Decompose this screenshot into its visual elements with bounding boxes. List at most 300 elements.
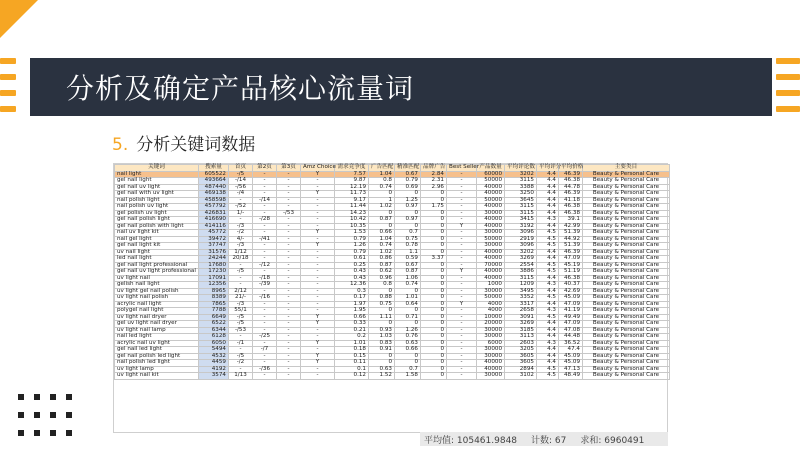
table-cell[interactable]: 0 <box>421 353 447 360</box>
column-header[interactable]: 平均评论数 <box>505 165 537 172</box>
table-cell[interactable]: 1 <box>369 197 395 204</box>
table-cell[interactable]: - <box>447 340 477 347</box>
table-cell[interactable]: 0 <box>369 288 395 295</box>
table-cell[interactable]: 1.25 <box>395 197 421 204</box>
table-cell[interactable]: Beauty & Personal Care <box>583 243 670 250</box>
table-cell[interactable]: - <box>277 184 301 191</box>
table-cell[interactable]: 0.91 <box>369 347 395 354</box>
table-cell[interactable]: 4.4 <box>537 204 559 211</box>
table-cell[interactable]: 46.39 <box>559 171 583 178</box>
table-cell[interactable]: - <box>301 223 335 230</box>
keyword-cell[interactable]: gel nail polish led light <box>115 353 199 360</box>
table-cell[interactable]: 0.61 <box>335 256 369 263</box>
table-cell[interactable]: 0 <box>421 243 447 250</box>
table-cell[interactable]: - <box>301 217 335 224</box>
table-cell[interactable]: - <box>301 366 335 373</box>
table-cell[interactable]: - <box>447 327 477 334</box>
table-cell[interactable]: 0 <box>421 347 447 354</box>
table-cell[interactable]: Beauty & Personal Care <box>583 366 670 373</box>
table-cell[interactable]: 50000 <box>477 178 505 185</box>
table-cell[interactable]: Y <box>447 269 477 276</box>
table-cell[interactable]: - <box>301 295 335 302</box>
table-cell[interactable]: 0.75 <box>395 236 421 243</box>
table-cell[interactable]: 4.5 <box>537 373 559 380</box>
table-cell[interactable]: 487440 <box>199 184 229 191</box>
table-cell[interactable]: 0 <box>421 197 447 204</box>
table-cell[interactable]: -/1 <box>229 340 253 347</box>
keyword-cell[interactable]: nail uv light kit <box>115 230 199 237</box>
table-cell[interactable]: -/3 <box>229 243 253 250</box>
table-cell[interactable]: 4.4 <box>537 353 559 360</box>
table-cell[interactable]: 3388 <box>505 184 537 191</box>
table-cell[interactable]: 4.5 <box>537 314 559 321</box>
table-cell[interactable]: - <box>229 275 253 282</box>
table-cell[interactable]: - <box>447 308 477 315</box>
table-cell[interactable]: - <box>253 171 277 178</box>
table-cell[interactable]: 0.79 <box>335 236 369 243</box>
table-cell[interactable]: 0 <box>369 321 395 328</box>
table-cell[interactable]: 4.4 <box>537 321 559 328</box>
table-cell[interactable]: 46.38 <box>559 178 583 185</box>
table-cell[interactable]: 47.13 <box>559 366 583 373</box>
table-cell[interactable]: -/2 <box>229 360 253 367</box>
table-cell[interactable]: - <box>229 366 253 373</box>
table-cell[interactable]: 3091 <box>505 314 537 321</box>
column-header[interactable]: 主要类目 <box>583 165 670 172</box>
table-cell[interactable]: 47.09 <box>559 301 583 308</box>
table-cell[interactable]: 4.3 <box>537 282 559 289</box>
table-cell[interactable]: 46.38 <box>559 275 583 282</box>
table-cell[interactable]: 3269 <box>505 321 537 328</box>
table-cell[interactable]: - <box>301 262 335 269</box>
table-cell[interactable]: - <box>277 256 301 263</box>
table-cell[interactable]: 4.5 <box>537 230 559 237</box>
table-cell[interactable]: 0.2 <box>335 334 369 341</box>
table-cell[interactable]: - <box>447 204 477 211</box>
keyword-cell[interactable]: polygel nail light <box>115 308 199 315</box>
table-cell[interactable]: 0.17 <box>335 295 369 302</box>
table-cell[interactable]: 30000 <box>477 210 505 217</box>
table-cell[interactable]: 51.39 <box>559 230 583 237</box>
table-cell[interactable]: - <box>253 243 277 250</box>
table-cell[interactable]: - <box>447 347 477 354</box>
table-cell[interactable]: 46.39 <box>559 249 583 256</box>
table-cell[interactable]: 1.03 <box>369 334 395 341</box>
table-cell[interactable]: 0.43 <box>335 275 369 282</box>
table-cell[interactable]: 30000 <box>477 334 505 341</box>
column-header[interactable]: 平均评分 <box>537 165 559 172</box>
table-cell[interactable]: - <box>277 366 301 373</box>
table-cell[interactable]: Y <box>301 340 335 347</box>
table-cell[interactable]: 20/18 <box>229 256 253 263</box>
table-cell[interactable]: 457792 <box>199 204 229 211</box>
table-cell[interactable]: 70000 <box>477 262 505 269</box>
table-cell[interactable]: 4459 <box>199 360 229 367</box>
column-header[interactable]: 需求竞争度 <box>335 165 369 172</box>
table-cell[interactable]: -/5 <box>229 171 253 178</box>
table-cell[interactable]: 7788 <box>199 308 229 315</box>
table-cell[interactable]: 3352 <box>505 295 537 302</box>
table-cell[interactable]: - <box>277 288 301 295</box>
table-cell[interactable]: 3202 <box>505 249 537 256</box>
table-cell[interactable]: 426831 <box>199 210 229 217</box>
table-cell[interactable]: 4.4 <box>537 184 559 191</box>
table-cell[interactable]: 0.66 <box>369 230 395 237</box>
table-cell[interactable]: -/5 <box>229 353 253 360</box>
table-cell[interactable]: 2894 <box>505 366 537 373</box>
table-cell[interactable]: - <box>301 327 335 334</box>
table-cell[interactable]: 8389 <box>199 295 229 302</box>
table-cell[interactable]: - <box>447 171 477 178</box>
table-cell[interactable]: - <box>277 295 301 302</box>
table-cell[interactable]: 0 <box>421 366 447 373</box>
table-cell[interactable]: 3202 <box>505 171 537 178</box>
table-cell[interactable]: 21/- <box>229 295 253 302</box>
table-cell[interactable]: 4.4 <box>537 249 559 256</box>
table-cell[interactable]: 0.75 <box>369 301 395 308</box>
table-cell[interactable]: Beauty & Personal Care <box>583 184 670 191</box>
table-cell[interactable]: 0.1 <box>335 366 369 373</box>
table-cell[interactable]: 40000 <box>477 217 505 224</box>
table-cell[interactable]: - <box>447 256 477 263</box>
table-cell[interactable]: -/5 <box>229 269 253 276</box>
table-cell[interactable]: 4.4 <box>537 191 559 198</box>
table-cell[interactable]: 3495 <box>505 288 537 295</box>
table-cell[interactable]: 6128 <box>199 334 229 341</box>
table-cell[interactable]: Beauty & Personal Care <box>583 288 670 295</box>
table-cell[interactable]: Beauty & Personal Care <box>583 197 670 204</box>
table-cell[interactable]: - <box>277 262 301 269</box>
table-cell[interactable]: 0.25 <box>335 262 369 269</box>
table-cell[interactable]: 0.74 <box>369 184 395 191</box>
table-cell[interactable]: 4.5 <box>537 236 559 243</box>
table-cell[interactable]: - <box>277 178 301 185</box>
table-cell[interactable]: Y <box>447 223 477 230</box>
table-cell[interactable]: - <box>253 373 277 380</box>
keyword-cell[interactable]: uv nail light <box>115 249 199 256</box>
table-cell[interactable]: 4.4 <box>537 360 559 367</box>
table-cell[interactable]: 46.39 <box>559 191 583 198</box>
table-cell[interactable]: 30000 <box>477 230 505 237</box>
table-cell[interactable]: 44.92 <box>559 236 583 243</box>
table-cell[interactable]: -/18 <box>253 275 277 282</box>
table-cell[interactable]: 2658 <box>505 308 537 315</box>
table-cell[interactable]: Y <box>301 321 335 328</box>
table-cell[interactable]: -/53 <box>229 327 253 334</box>
table-cell[interactable]: 1/13 <box>229 373 253 380</box>
table-cell[interactable]: 47.09 <box>559 321 583 328</box>
table-cell[interactable]: - <box>277 171 301 178</box>
table-cell[interactable]: 414116 <box>199 223 229 230</box>
table-cell[interactable]: 30000 <box>477 347 505 354</box>
table-cell[interactable]: 3115 <box>505 178 537 185</box>
table-cell[interactable]: 44.48 <box>559 334 583 341</box>
table-cell[interactable]: 0 <box>395 321 421 328</box>
table-cell[interactable]: 3886 <box>505 269 537 276</box>
table-cell[interactable]: 4/- <box>229 236 253 243</box>
table-cell[interactable]: 46.38 <box>559 210 583 217</box>
table-cell[interactable]: 1.52 <box>369 373 395 380</box>
table-cell[interactable]: 0.83 <box>369 340 395 347</box>
table-cell[interactable]: 1.02 <box>369 204 395 211</box>
table-cell[interactable]: Beauty & Personal Care <box>583 327 670 334</box>
table-cell[interactable]: 4.5 <box>537 366 559 373</box>
table-cell[interactable]: - <box>229 282 253 289</box>
table-cell[interactable]: - <box>447 178 477 185</box>
table-cell[interactable]: - <box>277 191 301 198</box>
keyword-cell[interactable]: gel nail polish with light <box>115 223 199 230</box>
table-cell[interactable]: - <box>253 340 277 347</box>
table-cell[interactable]: 30000 <box>477 288 505 295</box>
keyword-cell[interactable]: acrylic nail light <box>115 301 199 308</box>
table-cell[interactable]: - <box>253 327 277 334</box>
table-cell[interactable]: - <box>447 334 477 341</box>
table-cell[interactable]: - <box>277 275 301 282</box>
table-cell[interactable]: - <box>253 210 277 217</box>
table-cell[interactable]: -/36 <box>253 366 277 373</box>
table-cell[interactable]: 4.4 <box>537 301 559 308</box>
table-cell[interactable]: Beauty & Personal Care <box>583 282 670 289</box>
table-cell[interactable]: 44.78 <box>559 184 583 191</box>
table-cell[interactable]: 3317 <box>505 301 537 308</box>
table-cell[interactable]: 4.3 <box>537 217 559 224</box>
table-cell[interactable]: 49.49 <box>559 314 583 321</box>
table-cell[interactable]: - <box>301 184 335 191</box>
table-cell[interactable]: 0 <box>421 210 447 217</box>
table-cell[interactable]: 3205 <box>505 347 537 354</box>
table-cell[interactable]: 4.5 <box>537 243 559 250</box>
table-cell[interactable]: - <box>253 178 277 185</box>
table-cell[interactable]: - <box>277 373 301 380</box>
table-cell[interactable]: 60000 <box>477 171 505 178</box>
table-cell[interactable]: - <box>253 256 277 263</box>
table-cell[interactable]: 40000 <box>477 191 505 198</box>
table-cell[interactable]: 4.4 <box>537 334 559 341</box>
keyword-cell[interactable]: gel nail polish light <box>115 217 199 224</box>
table-cell[interactable]: 0 <box>421 262 447 269</box>
table-cell[interactable]: 0 <box>369 191 395 198</box>
table-cell[interactable]: - <box>301 204 335 211</box>
table-cell[interactable]: 4532 <box>199 353 229 360</box>
table-cell[interactable]: 2.96 <box>421 184 447 191</box>
table-cell[interactable]: 0 <box>421 275 447 282</box>
table-cell[interactable]: 30000 <box>477 243 505 250</box>
table-cell[interactable]: -/4 <box>229 191 253 198</box>
table-cell[interactable]: - <box>253 191 277 198</box>
table-cell[interactable]: 4192 <box>199 366 229 373</box>
table-cell[interactable]: 0 <box>421 340 447 347</box>
table-cell[interactable]: - <box>253 230 277 237</box>
table-cell[interactable]: 0.64 <box>395 301 421 308</box>
table-cell[interactable]: - <box>447 366 477 373</box>
table-cell[interactable]: 0 <box>395 308 421 315</box>
table-cell[interactable]: 0.12 <box>335 373 369 380</box>
table-cell[interactable]: - <box>277 340 301 347</box>
table-cell[interactable]: 0.93 <box>369 327 395 334</box>
table-cell[interactable]: 1.04 <box>369 171 395 178</box>
table-cell[interactable]: 0 <box>395 353 421 360</box>
table-cell[interactable]: - <box>301 301 335 308</box>
table-cell[interactable]: - <box>253 314 277 321</box>
table-cell[interactable]: -/5 <box>229 321 253 328</box>
table-cell[interactable]: - <box>301 373 335 380</box>
keyword-cell[interactable]: gel nail light professional <box>115 262 199 269</box>
table-cell[interactable]: 24244 <box>199 256 229 263</box>
table-cell[interactable]: 10.35 <box>335 223 369 230</box>
table-cell[interactable]: 12.19 <box>335 184 369 191</box>
table-cell[interactable]: -/12 <box>253 262 277 269</box>
table-cell[interactable]: 0.7 <box>395 230 421 237</box>
table-cell[interactable]: -/39 <box>253 282 277 289</box>
column-header[interactable]: 精准匹配 <box>395 165 421 172</box>
table-cell[interactable]: - <box>447 295 477 302</box>
table-cell[interactable]: 0.97 <box>395 204 421 211</box>
table-cell[interactable]: 3192 <box>505 223 537 230</box>
keyword-cell[interactable]: nail polish uv light <box>115 204 199 211</box>
table-cell[interactable]: - <box>447 275 477 282</box>
table-cell[interactable]: 1.97 <box>335 301 369 308</box>
table-cell[interactable]: 50000 <box>477 295 505 302</box>
column-header[interactable]: 搜索量 <box>199 165 229 172</box>
table-cell[interactable]: - <box>253 204 277 211</box>
table-cell[interactable]: - <box>277 282 301 289</box>
column-header[interactable]: 第2页 <box>253 165 277 172</box>
table-cell[interactable]: 40000 <box>477 204 505 211</box>
keyword-cell[interactable]: uv light nail <box>115 275 199 282</box>
table-cell[interactable]: Beauty & Personal Care <box>583 230 670 237</box>
table-cell[interactable]: 10.42 <box>335 217 369 224</box>
table-cell[interactable]: Y <box>301 314 335 321</box>
table-cell[interactable]: Y <box>301 230 335 237</box>
table-cell[interactable]: 0.63 <box>395 340 421 347</box>
table-cell[interactable]: 0.87 <box>369 217 395 224</box>
table-cell[interactable]: 4.4 <box>537 327 559 334</box>
table-cell[interactable]: - <box>277 269 301 276</box>
keyword-cell[interactable]: nail gel light <box>115 236 199 243</box>
table-cell[interactable]: - <box>447 282 477 289</box>
table-cell[interactable]: - <box>229 334 253 341</box>
table-cell[interactable]: 30000 <box>477 373 505 380</box>
keyword-cell[interactable]: gel uv light nail dryer <box>115 321 199 328</box>
table-cell[interactable]: 0.78 <box>395 243 421 250</box>
table-cell[interactable]: Beauty & Personal Care <box>583 269 670 276</box>
table-cell[interactable]: 17230 <box>199 269 229 276</box>
table-cell[interactable]: 0.11 <box>335 360 369 367</box>
table-cell[interactable]: 0.8 <box>369 178 395 185</box>
table-cell[interactable]: 4.4 <box>537 178 559 185</box>
table-cell[interactable]: 41.18 <box>559 197 583 204</box>
table-cell[interactable]: 6050 <box>199 340 229 347</box>
table-cell[interactable]: 0 <box>369 360 395 367</box>
table-cell[interactable]: 3250 <box>505 191 537 198</box>
table-cell[interactable]: 3269 <box>505 256 537 263</box>
table-cell[interactable]: Beauty & Personal Care <box>583 223 670 230</box>
keyword-cell[interactable]: gel nail light kit <box>115 243 199 250</box>
table-cell[interactable]: 0.33 <box>335 321 369 328</box>
column-header[interactable]: 首页 <box>229 165 253 172</box>
table-cell[interactable]: 4.4 <box>537 210 559 217</box>
table-cell[interactable]: -/41 <box>253 236 277 243</box>
column-header[interactable]: 平均价格 <box>559 165 583 172</box>
table-cell[interactable]: 2554 <box>505 262 537 269</box>
table-cell[interactable]: - <box>447 360 477 367</box>
table-cell[interactable]: 0.71 <box>395 314 421 321</box>
table-cell[interactable]: 3415 <box>505 217 537 224</box>
table-cell[interactable]: - <box>447 230 477 237</box>
table-cell[interactable]: 0.21 <box>335 327 369 334</box>
table-cell[interactable]: - <box>447 236 477 243</box>
table-cell[interactable]: 2919 <box>505 236 537 243</box>
keyword-cell[interactable]: gel polish uv light <box>115 210 199 217</box>
table-cell[interactable]: 45772 <box>199 230 229 237</box>
table-cell[interactable]: 0 <box>421 295 447 302</box>
table-cell[interactable]: Beauty & Personal Care <box>583 178 670 185</box>
table-cell[interactable]: 39472 <box>199 236 229 243</box>
table-cell[interactable]: - <box>253 223 277 230</box>
table-cell[interactable]: - <box>447 262 477 269</box>
table-cell[interactable]: 45.09 <box>559 353 583 360</box>
table-cell[interactable]: - <box>229 262 253 269</box>
table-cell[interactable]: 0 <box>421 301 447 308</box>
table-cell[interactable]: 0.3 <box>335 288 369 295</box>
table-cell[interactable]: - <box>253 308 277 315</box>
table-cell[interactable]: 0.59 <box>395 256 421 263</box>
keyword-cell[interactable]: gel nail light <box>115 178 199 185</box>
table-cell[interactable]: 3115 <box>505 204 537 211</box>
table-cell[interactable]: 7865 <box>199 301 229 308</box>
table-cell[interactable]: 458598 <box>199 197 229 204</box>
table-cell[interactable]: 0.18 <box>335 347 369 354</box>
table-cell[interactable]: 50000 <box>477 236 505 243</box>
table-cell[interactable]: - <box>229 217 253 224</box>
table-cell[interactable]: - <box>253 321 277 328</box>
table-cell[interactable]: 40.37 <box>559 282 583 289</box>
table-cell[interactable]: - <box>447 249 477 256</box>
table-cell[interactable]: - <box>277 223 301 230</box>
table-cell[interactable]: 4.4 <box>537 275 559 282</box>
table-cell[interactable]: - <box>229 197 253 204</box>
table-cell[interactable]: - <box>277 353 301 360</box>
keyword-cell[interactable]: led nail light <box>115 256 199 263</box>
table-cell[interactable]: 0 <box>421 249 447 256</box>
table-cell[interactable]: - <box>447 243 477 250</box>
table-cell[interactable]: - <box>277 327 301 334</box>
table-cell[interactable]: - <box>277 360 301 367</box>
table-cell[interactable]: 0.97 <box>395 217 421 224</box>
table-row[interactable] <box>115 373 670 380</box>
table-cell[interactable]: 42.99 <box>559 223 583 230</box>
table-cell[interactable]: Beauty & Personal Care <box>583 360 670 367</box>
table-cell[interactable]: 2/12 <box>229 288 253 295</box>
table-cell[interactable]: 6344 <box>199 327 229 334</box>
table-cell[interactable]: - <box>301 308 335 315</box>
table-cell[interactable]: 0.62 <box>369 269 395 276</box>
table-cell[interactable]: 1.58 <box>395 373 421 380</box>
table-cell[interactable]: 40000 <box>477 184 505 191</box>
keyword-cell[interactable]: gelish nail light <box>115 282 199 289</box>
table-cell[interactable]: 1/- <box>229 210 253 217</box>
table-cell[interactable]: - <box>301 288 335 295</box>
table-cell[interactable]: 3.37 <box>421 256 447 263</box>
table-cell[interactable]: - <box>301 210 335 217</box>
table-cell[interactable]: 0 <box>395 210 421 217</box>
table-cell[interactable]: -/14 <box>253 197 277 204</box>
table-cell[interactable]: - <box>447 314 477 321</box>
table-cell[interactable]: 0 <box>421 288 447 295</box>
table-cell[interactable]: 45.09 <box>559 360 583 367</box>
table-cell[interactable]: 1.95 <box>335 308 369 315</box>
table-cell[interactable]: 9.17 <box>335 197 369 204</box>
